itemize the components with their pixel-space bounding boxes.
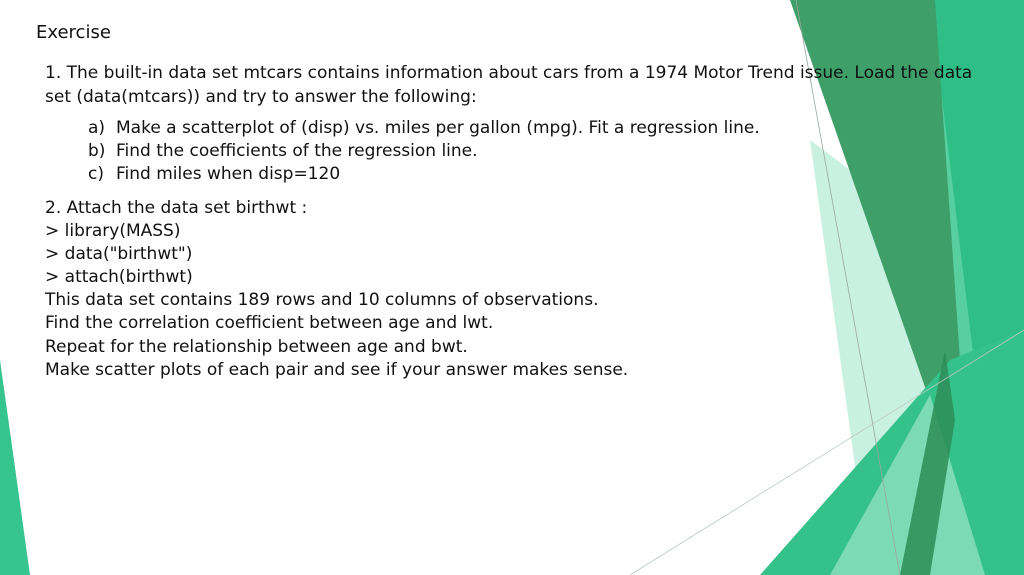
- q1-item-c-text: Find miles when disp=120: [116, 164, 341, 184]
- q1-item-b-marker: b): [88, 141, 106, 161]
- q1-item-a: [88, 117, 760, 140]
- q2-line-3: > data("birthwt"): [45, 244, 193, 264]
- q1-item-a-text: Make a scatterplot of (disp) vs. miles per gallon (mpg). Fit a regression line.: [116, 118, 760, 138]
- q1-line-2: set (data(mtcars)) and try to answer the following:: [45, 87, 477, 107]
- q1-item-b-text: Find the coefficients of the regression line.: [116, 141, 478, 161]
- q1-item-b: [88, 140, 478, 163]
- q1-item-a-marker: a): [88, 118, 106, 138]
- slide-title: Exercise: [36, 22, 111, 43]
- q1-item-c: [88, 163, 340, 186]
- q2-line-6: Find the correlation coefficient between age and lwt.: [45, 313, 494, 333]
- q2-line-4: > attach(birthwt): [45, 267, 193, 287]
- q2-line-5: This data set contains 189 rows and 10 columns of observations.: [45, 290, 599, 310]
- q2-line-8: Make scatter plots of each pair and see if your answer makes sense.: [45, 360, 629, 380]
- q1-item-c-marker: c): [88, 164, 104, 184]
- q1-line-1: 1. The built-in data set mtcars contains information about cars from a 1974 Motor Trend issue. Load the data: [45, 63, 973, 83]
- q2-line-7: Repeat for the relationship between age and bwt.: [45, 337, 468, 357]
- q2-line-1: 2. Attach the data set birthwt :: [45, 198, 308, 218]
- q2-line-2: > library(MASS): [45, 221, 181, 241]
